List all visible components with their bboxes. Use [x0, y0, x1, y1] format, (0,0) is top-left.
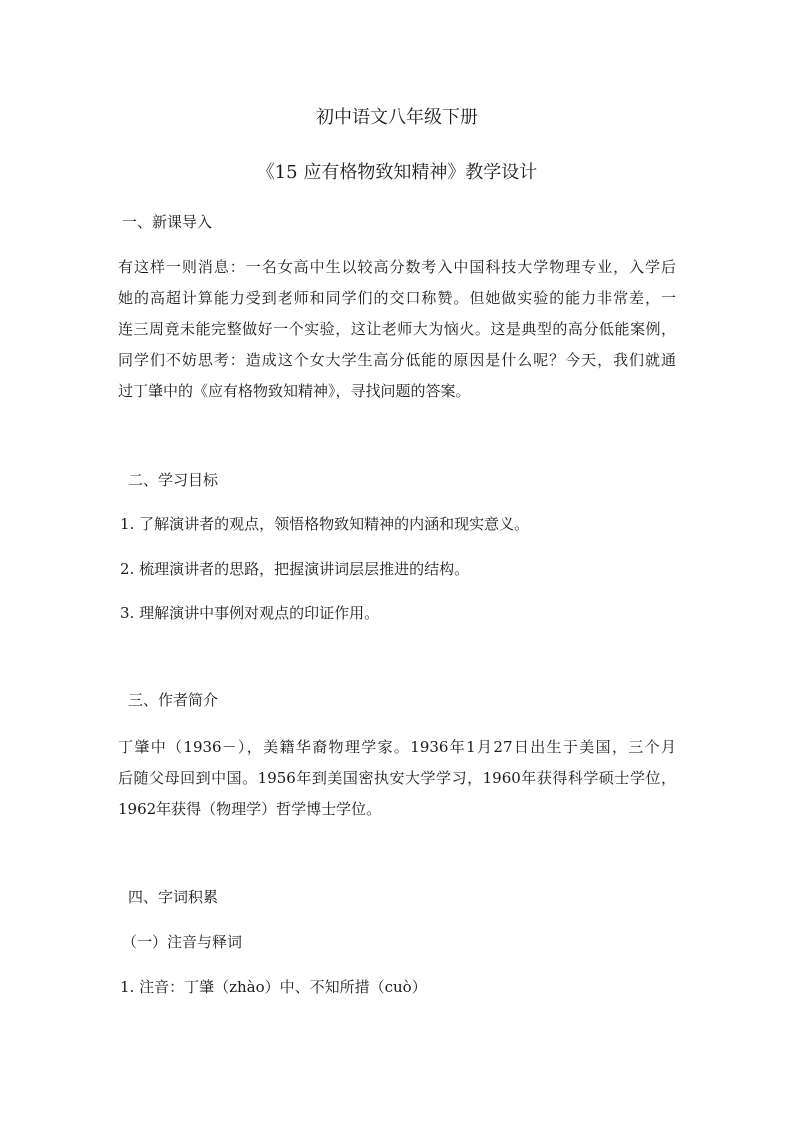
list-item: 1. 注音：丁肇（zhào）中、不知所措（cuò）: [120, 978, 427, 996]
document-title: 初中语文八年级下册: [316, 107, 478, 128]
paragraph-line: 丁肇中（1936－），美籍华裔物理学家。1936年1月27日出生于美国，三个月: [118, 738, 676, 756]
paragraph-line: 同学们不妨思考：造成这个女大学生高分低能的原因是什么呢？今天，我们就通: [118, 351, 676, 369]
section-heading-author: 三、作者简介: [128, 691, 219, 709]
paragraph-line: 后随父母回到中国。1956年到美国密执安大学学习，1960年获得科学硕士学位，: [118, 769, 676, 787]
paragraph-line: 过丁肇中的《应有格物致知精神》，寻找问题的答案。: [118, 382, 471, 400]
list-item: 2. 梳理演讲者的思路，把握演讲词层层推进的结构。: [120, 560, 470, 578]
paragraph-line: 有这样一则消息：一名女高中生以较高分数考入中国科技大学物理专业，入学后: [118, 258, 676, 276]
lesson-title: 《15 应有格物致知精神》教学设计: [256, 162, 538, 183]
list-item: 1. 了解演讲者的观点，领悟格物致知精神的内涵和现实意义。: [120, 515, 530, 533]
paragraph-line: 连三周竟未能完整做好一个实验，这让老师大为恼火。这是典型的高分低能案例，: [118, 320, 676, 338]
subsection-heading: （一）注音与释词: [122, 933, 243, 951]
paragraph-line: 她的高超计算能力受到老师和同学们的交口称赞。但她做实验的能力非常差，一: [118, 289, 676, 307]
section-heading-goals: 二、学习目标: [128, 471, 219, 489]
list-item: 3. 理解演讲中事例对观点的印证作用。: [120, 604, 380, 622]
section-heading-vocab: 四、字词积累: [128, 888, 219, 906]
paragraph-line: 1962年获得（物理学）哲学博士学位。: [118, 800, 382, 818]
section-heading-intro: 一、新课导入: [122, 213, 213, 231]
